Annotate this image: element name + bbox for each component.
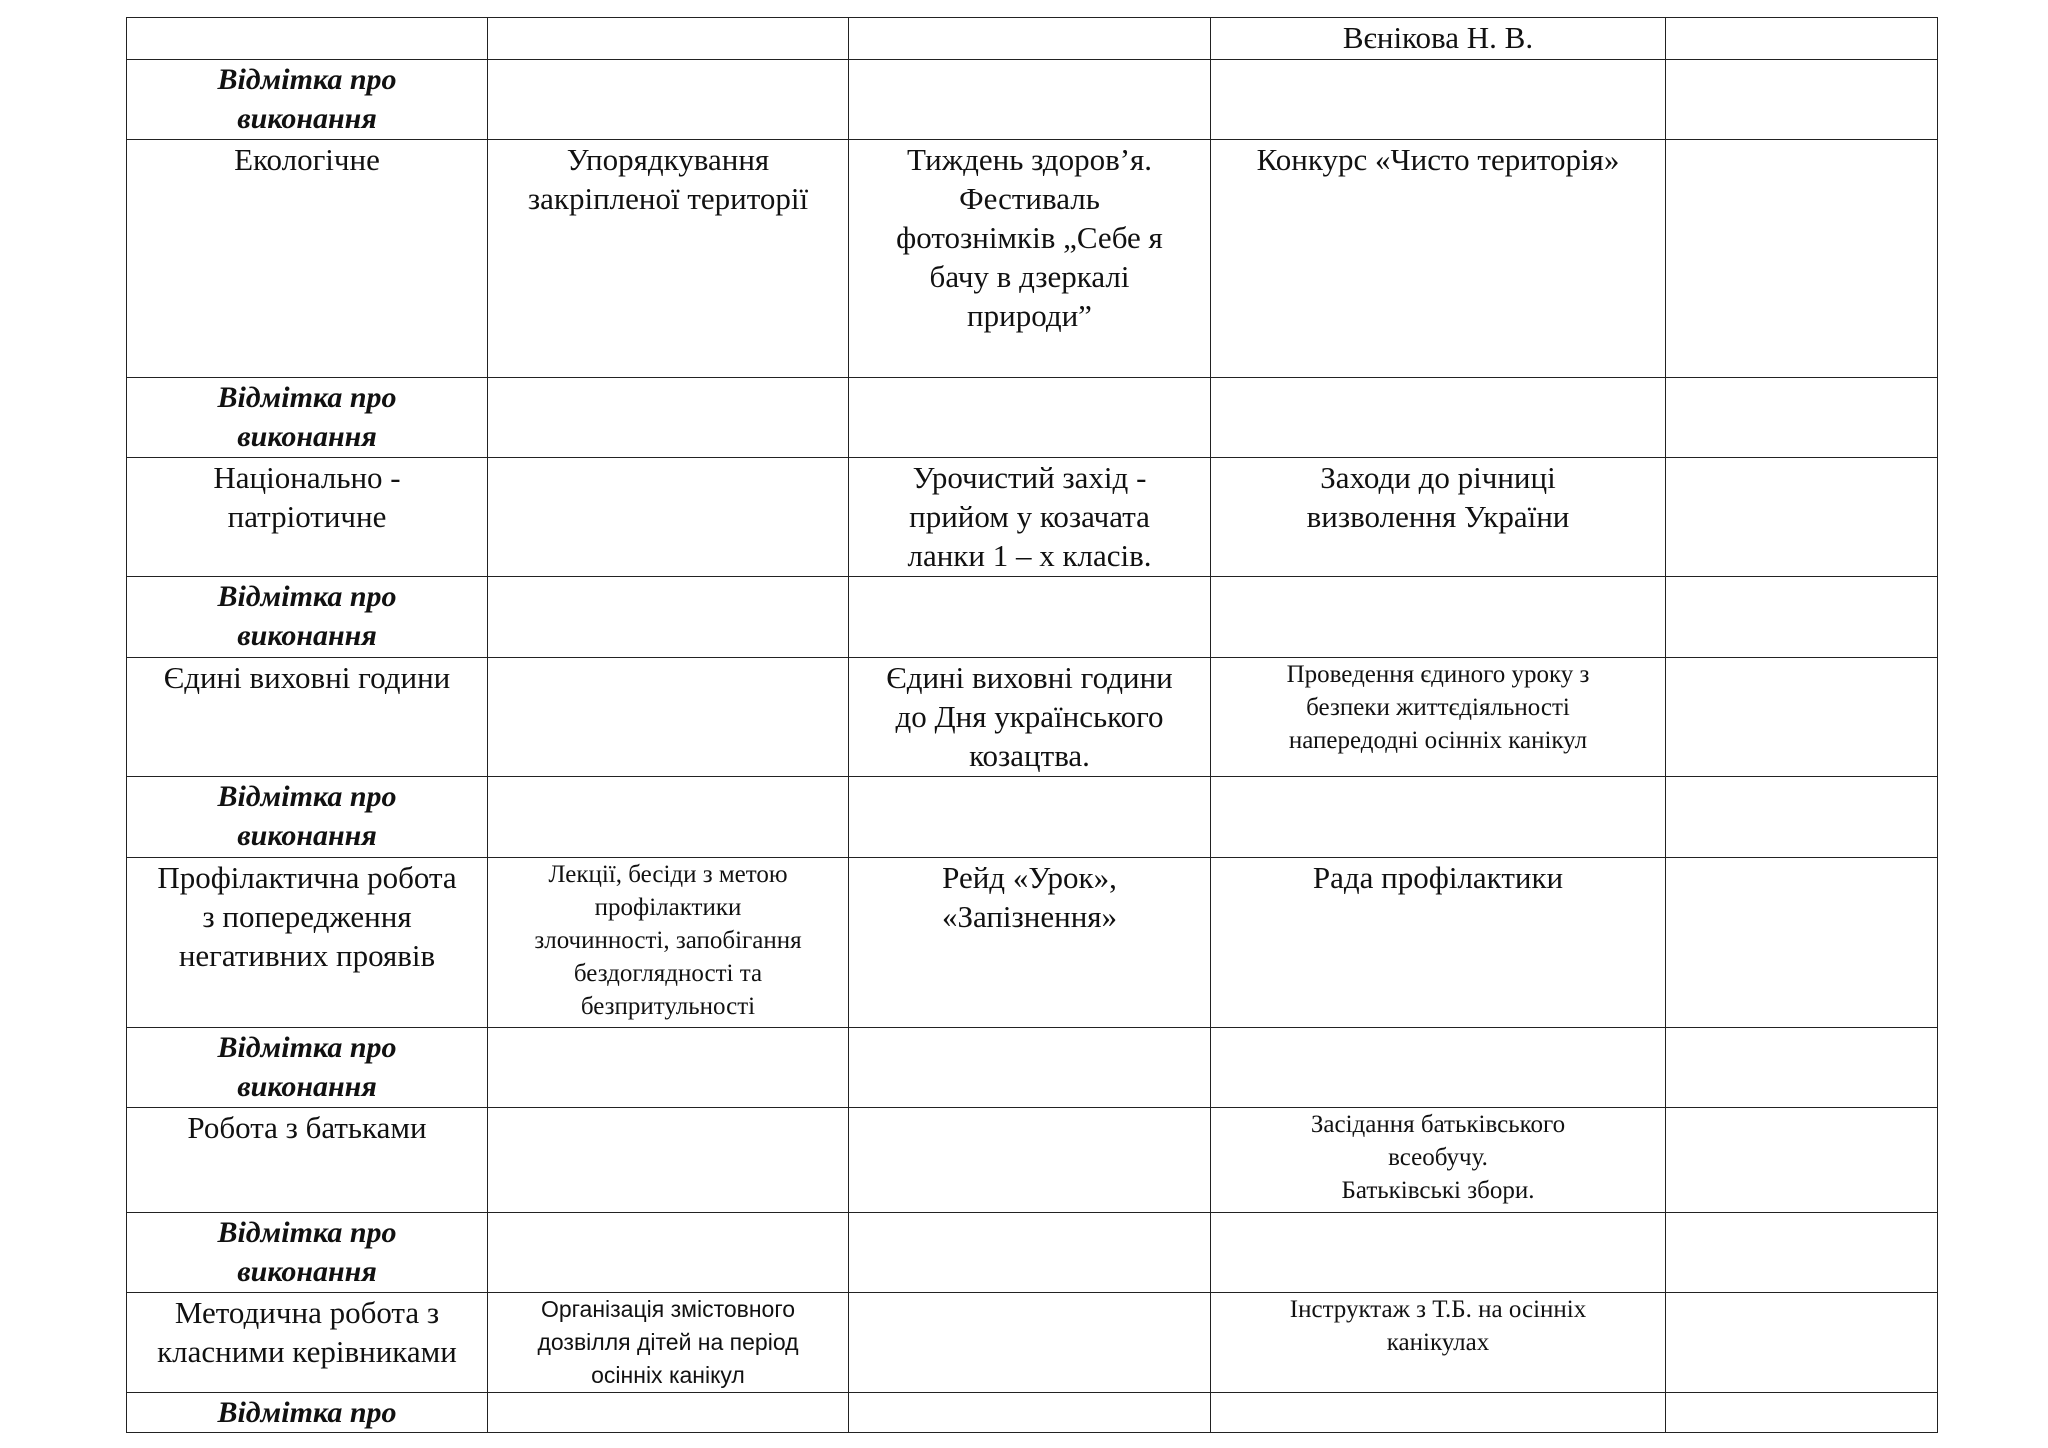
empty-cell [1666, 1028, 1938, 1108]
completion-mark-label: Відмітка про виконання [127, 1028, 488, 1108]
empty-cell [1666, 378, 1938, 458]
empty-cell [849, 1213, 1211, 1293]
empty-cell [1666, 1393, 1938, 1433]
table-row [127, 658, 1938, 777]
table-row [127, 1028, 1938, 1108]
table-row [127, 1393, 1938, 1433]
table-row [127, 777, 1938, 858]
empty-cell [1211, 1028, 1666, 1108]
activity-cell: Урочистий захід - прийом у козачата ланки 1 – х класів. [849, 458, 1211, 577]
empty-cell [1666, 777, 1938, 858]
activity-cell [1666, 140, 1938, 378]
activity-cell: Єдині виховні години до Дня українського козацтва. [849, 658, 1211, 777]
table-row [127, 1293, 1938, 1393]
empty-cell [488, 1028, 849, 1108]
activity-cell [1666, 1108, 1938, 1213]
table-row [127, 458, 1938, 577]
empty-cell [1211, 577, 1666, 658]
table-row [127, 858, 1938, 1028]
activity-cell [488, 658, 849, 777]
table-row [127, 1213, 1938, 1293]
activity-cell: Лекції, бесіди з метою профілактики злочинності, запобігання бездоглядності та безпритульності [488, 858, 849, 1028]
activity-cell [849, 1293, 1211, 1393]
activity-cell: Організація змістовного дозвілля дітей на період осінніх канікул [488, 1293, 849, 1393]
plan-table [126, 17, 1938, 1433]
empty-cell [849, 60, 1211, 140]
table-row [127, 1108, 1938, 1213]
activity-cell [1666, 858, 1938, 1028]
empty-cell [849, 577, 1211, 658]
activity-cell: Конкурс «Чисто територія» [1211, 140, 1666, 378]
completion-mark-label: Відмітка про виконання [127, 777, 488, 858]
table-row [127, 60, 1938, 140]
empty-cell [1666, 60, 1938, 140]
empty-cell [849, 378, 1211, 458]
completion-mark-label: Відмітка про виконання [127, 577, 488, 658]
empty-cell [488, 1393, 849, 1433]
empty-cell [1211, 777, 1666, 858]
empty-cell [849, 777, 1211, 858]
activity-cell: Засідання батьківського всеобучу. Батьківські збори. [1211, 1108, 1666, 1213]
october-week2-cell [849, 18, 1211, 60]
category-cell [127, 18, 488, 60]
october-week3-cell: Вєнікова Н. В. [1211, 18, 1666, 60]
activity-cell [1666, 458, 1938, 577]
activity-cell [849, 1108, 1211, 1213]
empty-cell [1666, 1213, 1938, 1293]
table-row [127, 378, 1938, 458]
category-cell: Методична робота з класними керівниками [127, 1293, 488, 1393]
completion-mark-label: Відмітка про виконання [127, 1213, 488, 1293]
empty-cell [1211, 378, 1666, 458]
empty-cell [1211, 1213, 1666, 1293]
activity-cell [488, 458, 849, 577]
completion-mark-label: Відмітка про виконання [127, 378, 488, 458]
table-row [127, 140, 1938, 378]
october-week4-cell [1666, 18, 1938, 60]
empty-cell [1211, 1393, 1666, 1433]
empty-cell [488, 1213, 849, 1293]
activity-cell [1666, 1293, 1938, 1393]
completion-mark-label: Відмітка про [127, 1393, 488, 1433]
table-row [127, 18, 1938, 60]
category-cell: Екологічне [127, 140, 488, 378]
completion-mark-label: Відмітка про виконання [127, 60, 488, 140]
activity-cell: Заходи до річниці визволення України [1211, 458, 1666, 577]
table-row [127, 577, 1938, 658]
empty-cell [1666, 577, 1938, 658]
category-cell: Національно - патріотичне [127, 458, 488, 577]
empty-cell [488, 777, 849, 858]
activity-cell: Упорядкування закріпленої території [488, 140, 849, 378]
activity-cell [488, 1108, 849, 1213]
category-cell: Робота з батьками [127, 1108, 488, 1213]
category-cell: Єдині виховні години [127, 658, 488, 777]
activity-cell: Тиждень здоров’я. Фестиваль фотознімків „Себе я бачу в дзеркалі природи” [849, 140, 1211, 378]
empty-cell [1211, 60, 1666, 140]
empty-cell [849, 1028, 1211, 1108]
activity-cell: Рада профілактики [1211, 858, 1666, 1028]
empty-cell [849, 1393, 1211, 1433]
empty-cell [488, 577, 849, 658]
category-cell: Профілактична робота з попередження негативних проявів [127, 858, 488, 1028]
october-week1-cell [488, 18, 849, 60]
activity-cell [1666, 658, 1938, 777]
activity-cell: Рейд «Урок», «Запізнення» [849, 858, 1211, 1028]
empty-cell [488, 60, 849, 140]
activity-cell: Інструктаж з Т.Б. на осінніх канікулах [1211, 1293, 1666, 1393]
activity-cell: Проведення єдиного уроку з безпеки життєдіяльності напередодні осінніх канікул [1211, 658, 1666, 777]
empty-cell [488, 378, 849, 458]
